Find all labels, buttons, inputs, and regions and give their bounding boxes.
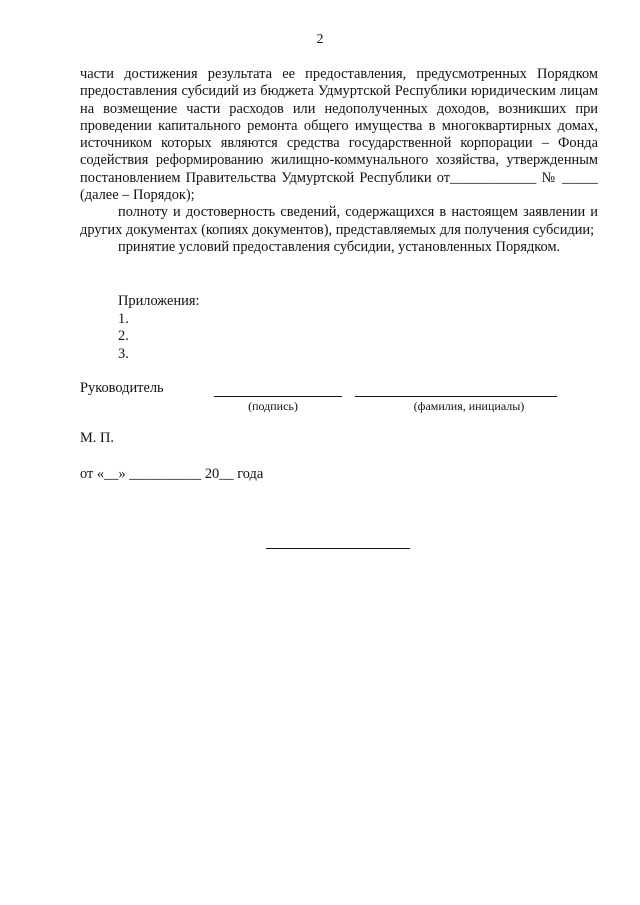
signature-caption: (подпись): [248, 399, 298, 413]
signature-line: [214, 396, 342, 397]
document-body: [80, 66, 598, 256]
name-caption: (фамилия, инициалы): [413, 399, 525, 413]
paragraph-2: полноту и достоверность сведений, содержащихся в настоящем заявлении и других документах (копиях документов), представляемых для получения субсидии;: [80, 204, 598, 238]
name-line: [355, 396, 557, 397]
attachment-item-3: 3.: [118, 345, 129, 362]
paragraph-1: части достижения результата ее предоставления, предусмотренных Порядком предоставления субсидий из бюджета Удмуртской Республики юридическим лицам на возмещение части расходов или недополученных доходов, возникших при проведении капитального ремонта общего имущества в многоквартирных домах, источником которых являются средства государственной корпорации – Фонда содействия реформированию жилищно-коммунального хозяйства, утвержденным постановлением Правительства Удмуртской Республики от____________ № _____ (далее – Порядок);: [80, 66, 598, 204]
date-line: от «__» __________ 20__ года: [80, 466, 264, 482]
attachment-item-1: 1.: [118, 310, 129, 327]
attachment-item-2: 2.: [118, 328, 129, 344]
attachments-title: Приложения:: [118, 293, 200, 309]
page-number: 2: [316, 32, 324, 47]
signature-label: Руководитель: [80, 380, 164, 396]
paragraph-3: принятие условий предоставления субсидии, установленных Порядком.: [118, 238, 561, 255]
end-of-document-rule: [266, 548, 410, 549]
stamp-label: М. П.: [80, 430, 114, 446]
attachments-block: [118, 293, 199, 363]
